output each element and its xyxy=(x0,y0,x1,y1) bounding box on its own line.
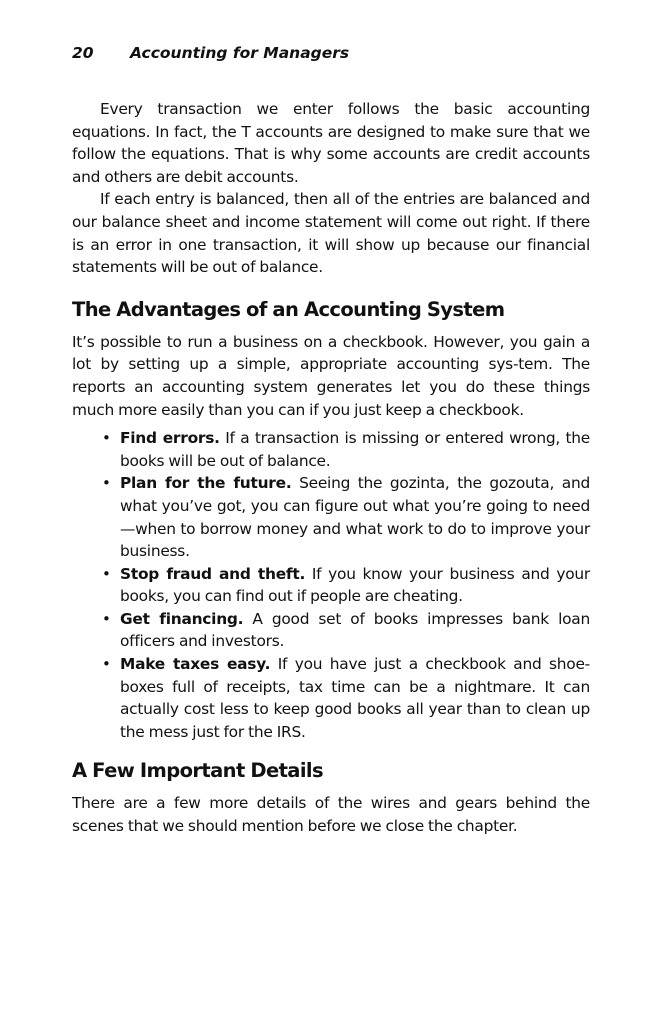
list-item-lead: Get financing. xyxy=(120,609,244,628)
advantages-list xyxy=(72,427,590,743)
details-heading: A Few Important Details xyxy=(72,759,324,783)
advantages-heading: The Advantages of an Accounting System xyxy=(72,297,505,321)
intro-paragraph-1: Every transaction we enter follows the basic accounting equations. In fact, the T accounts are designed to make sure that we follow the equations. That is why some accounts are credit accounts and others are debit accounts. xyxy=(72,100,590,186)
list-item-plan-future xyxy=(102,472,590,562)
advantages-paragraph: It’s possible to run a business on a checkbook. However, you gain a lot by setting up a simple, appropriate accounting sys-tem. The reports an accounting system generates let you do these things much more easily than you can if you just keep a checkbook. xyxy=(72,332,590,419)
list-item-text: If you have just a checkbook and shoe-boxes full of receipts, tax time can be a nightmare. It can actually cost less to keep good books all year than to clean up the mess just for the IRS. xyxy=(120,655,590,741)
bullet-icon: • xyxy=(102,609,111,628)
list-item-text: If a transaction is missing or entered wrong, the books will be out of balance. xyxy=(120,429,590,470)
list-item-lead: Make taxes easy. xyxy=(120,655,271,674)
list-item-lead: Stop fraud and theft. xyxy=(120,564,306,583)
bullet-icon: • xyxy=(102,564,111,583)
book-title: Accounting for Managers xyxy=(130,44,350,62)
book-page xyxy=(72,40,590,838)
list-item-text: A good set of books impresses bank loan officers and investors. xyxy=(120,609,590,651)
body-text xyxy=(72,98,590,838)
bullet-icon: • xyxy=(102,474,111,493)
details-paragraph: There are a few more details of the wires and gears behind the scenes that we should mention before we close the chapter. xyxy=(72,794,590,836)
bullet-icon: • xyxy=(102,429,111,448)
list-item-stop-fraud xyxy=(102,563,590,608)
bullet-icon: • xyxy=(102,655,111,674)
list-item-text: If you know your business and your books, you can find out if people are cheating. xyxy=(120,564,590,606)
list-item-lead: Plan for the future. xyxy=(120,474,292,493)
list-item-lead: Find errors. xyxy=(120,429,220,448)
intro-paragraph-2: If each entry is balanced, then all of the entries are balanced and our balance sheet and income statement will come out right. If there is an error in one transaction, it will show up because our financial statements will be out of balance. xyxy=(72,190,590,277)
list-item-get-financing xyxy=(102,608,590,653)
page-number: 20 xyxy=(72,44,94,62)
list-item-text: Seeing the gozinta, the gozouta, and what you’ve got, you can figure out what you’re going to need—when to borrow money and what work to do to improve your business. xyxy=(120,474,590,561)
list-item-taxes-easy xyxy=(102,653,590,743)
list-item-find-errors xyxy=(102,427,590,472)
running-head xyxy=(72,40,590,66)
